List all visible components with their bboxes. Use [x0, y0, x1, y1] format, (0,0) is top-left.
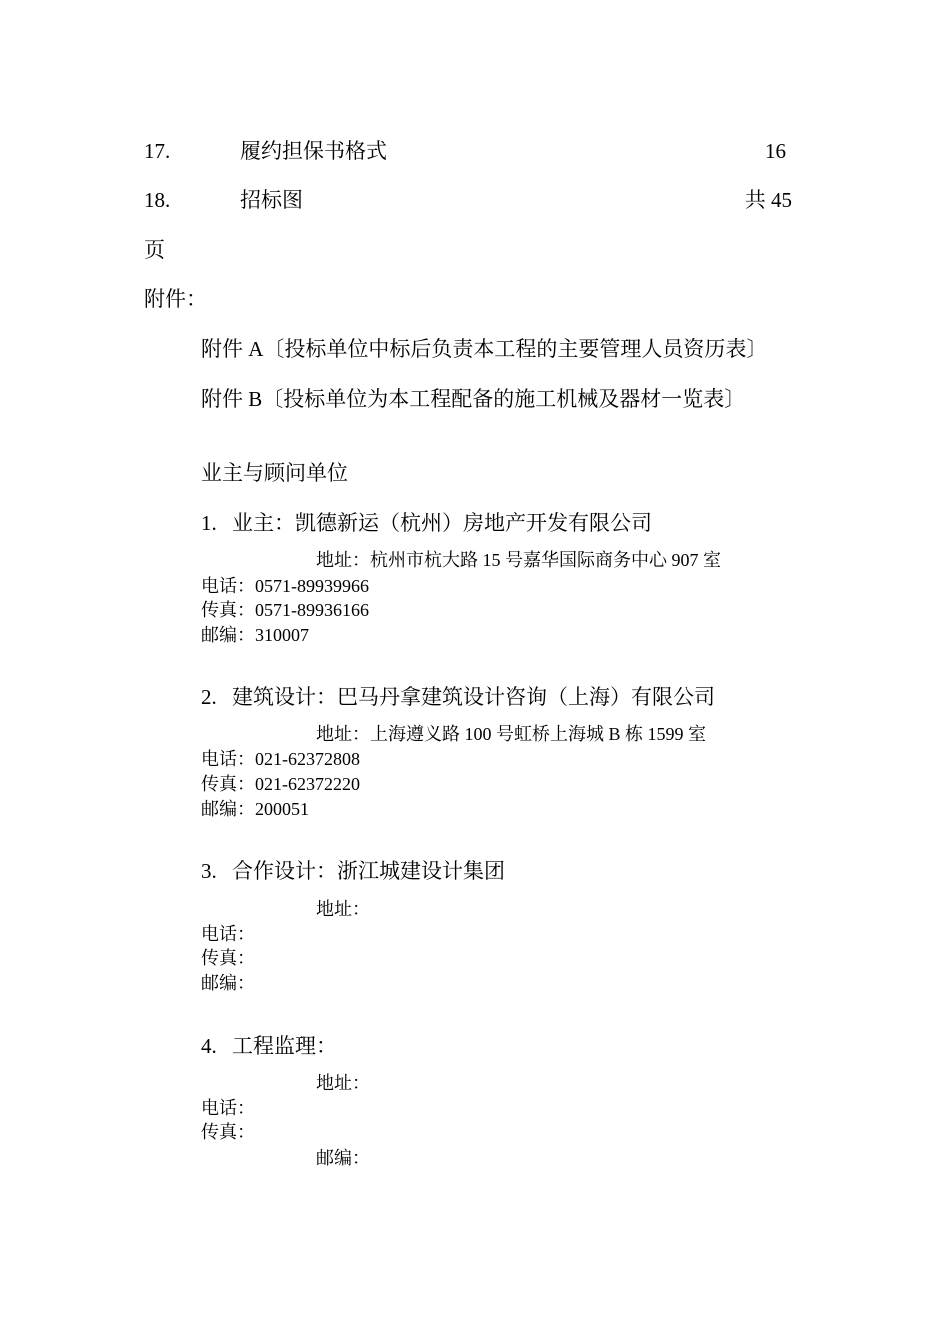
unit-name: 业主：凯德新运（杭州）房地产开发有限公司 — [232, 511, 652, 535]
unit-phone: 电话：021-62372808 — [201, 749, 360, 769]
unit-name: 合作设计：浙江城建设计集团 — [232, 859, 505, 883]
unit-number: 2. — [201, 685, 217, 709]
unit-title — [201, 682, 715, 712]
toc-entry-page: 共 45 — [744, 188, 792, 212]
toc-entry-title: 履约担保书格式 — [240, 139, 387, 163]
attachments-heading: 附件： — [144, 287, 207, 311]
toc-page-suffix: 页 — [144, 238, 165, 262]
toc-entry — [144, 136, 792, 166]
unit-fax: 传真： — [201, 948, 255, 968]
unit-fax: 传真：021-62372220 — [201, 774, 360, 794]
unit-address: 地址： — [316, 1073, 370, 1093]
unit-number: 3. — [201, 859, 217, 883]
unit-phone: 电话： — [201, 924, 255, 944]
unit-address: 地址： — [316, 899, 370, 919]
attachment-item: 附件 A〔投标单位中标后负责本工程的主要管理人员资历表〕 — [201, 337, 768, 361]
attachment-item: 附件 B〔投标单位为本工程配备的施工机械及器材一览表〕 — [201, 387, 746, 411]
unit-phone: 电话： — [201, 1098, 255, 1118]
unit-title — [201, 508, 652, 538]
unit-number: 4. — [201, 1034, 217, 1058]
unit-number: 1. — [201, 511, 217, 535]
toc-entry-title: 招标图 — [240, 188, 303, 212]
toc-entry-page: 16 — [765, 139, 786, 163]
unit-phone: 电话：0571-89939966 — [201, 576, 369, 596]
unit-title — [201, 1031, 337, 1061]
toc-entry — [144, 185, 792, 215]
unit-name: 工程监理： — [232, 1034, 337, 1058]
unit-fax: 传真：0571-89936166 — [201, 600, 369, 620]
toc-entry-number: 17. — [144, 139, 171, 163]
unit-address: 地址：上海遵义路 100 号虹桥上海城 B 栋 1599 室 — [316, 724, 707, 744]
unit-title — [201, 856, 505, 886]
unit-postcode: 邮编： — [316, 1148, 370, 1168]
unit-postcode: 邮编：200051 — [201, 799, 309, 819]
unit-postcode: 邮编：310007 — [201, 625, 309, 645]
unit-fax: 传真： — [201, 1122, 255, 1142]
unit-address: 地址：杭州市杭大路 15 号嘉华国际商务中心 907 室 — [316, 550, 721, 570]
toc-entry-number: 18. — [144, 188, 171, 212]
unit-name: 建筑设计：巴马丹拿建筑设计咨询（上海）有限公司 — [232, 685, 715, 709]
unit-postcode: 邮编： — [201, 973, 255, 993]
units-heading: 业主与顾问单位 — [201, 461, 348, 485]
